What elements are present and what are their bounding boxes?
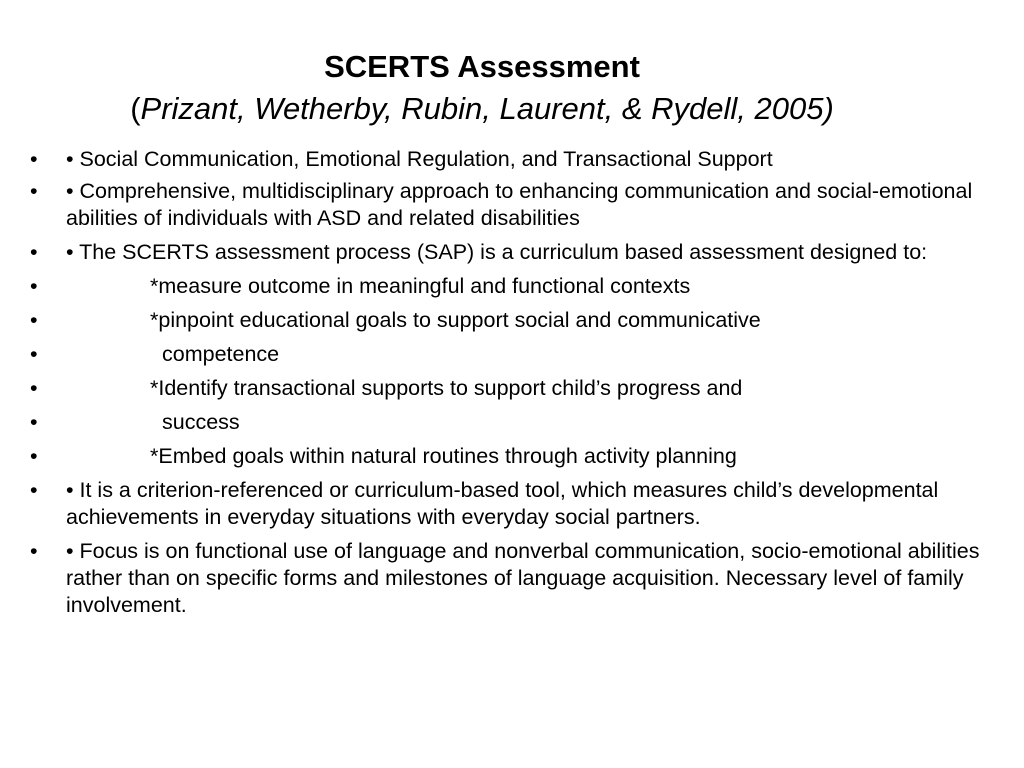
list-item-text: *Embed goals within natural routines through activity planning	[150, 444, 737, 468]
list-item-text: *pinpoint educational goals to support social and communicative	[150, 308, 761, 332]
list-item	[30, 341, 980, 368]
bullet-icon: •	[30, 147, 38, 171]
bullet-icon: •	[30, 376, 38, 400]
list-item	[30, 375, 980, 402]
bullet-icon: •	[30, 308, 38, 332]
list-item-text: competence	[162, 342, 280, 366]
list-item-text: success	[162, 410, 240, 434]
list-item-text: • Focus is on functional use of language and nonverbal communication, socio-emotional abilities rather than on specific forms and milestones of language acquisition. Necessary level of family involvement.	[66, 539, 986, 617]
slide-title	[0, 46, 964, 130]
bullet-icon: •	[30, 240, 38, 264]
list-item	[30, 538, 986, 619]
title-main: SCERTS Assessment	[324, 49, 640, 84]
bullet-icon: •	[30, 410, 38, 434]
citation-open-paren: (	[130, 91, 141, 126]
list-item-text: • It is a criterion-referenced or curriculum-based tool, which measures child’s developmental achievements in everyday situations with everyday social partners.	[66, 478, 945, 529]
list-item	[30, 409, 980, 436]
list-item	[30, 443, 980, 470]
list-item-text: • Comprehensive, multidisciplinary approach to enhancing communication and social-emotional abilities of individuals with ASD and related disabilities	[66, 179, 979, 230]
citation-italic: Prizant, Wetherby, Rubin, Laurent, & Rydell, 2005)	[140, 91, 834, 126]
list-item-continuation: • Social Communication, Emotional Regulation, and Transactional Support	[66, 147, 773, 171]
bullet-icon: •	[30, 478, 38, 502]
list-item-text: *Identify transactional supports to support child’s progress and	[150, 376, 743, 400]
bullet-icon: •	[30, 342, 38, 366]
list-item	[30, 178, 980, 232]
list-item	[30, 146, 980, 173]
list-item	[30, 273, 980, 300]
bullet-icon: •	[30, 274, 38, 298]
list-item	[30, 307, 980, 334]
bullet-list	[30, 146, 986, 626]
title-citation	[0, 88, 964, 130]
bullet-icon: •	[30, 539, 38, 563]
list-item-text: • The SCERTS assessment process (SAP) is a curriculum based assessment designed to:	[66, 240, 928, 264]
list-item	[30, 239, 980, 266]
list-item-text: *measure outcome in meaningful and functional contexts	[150, 274, 691, 298]
list-item	[30, 477, 980, 531]
bullet-icon: •	[30, 179, 38, 203]
bullet-icon: •	[30, 444, 38, 468]
